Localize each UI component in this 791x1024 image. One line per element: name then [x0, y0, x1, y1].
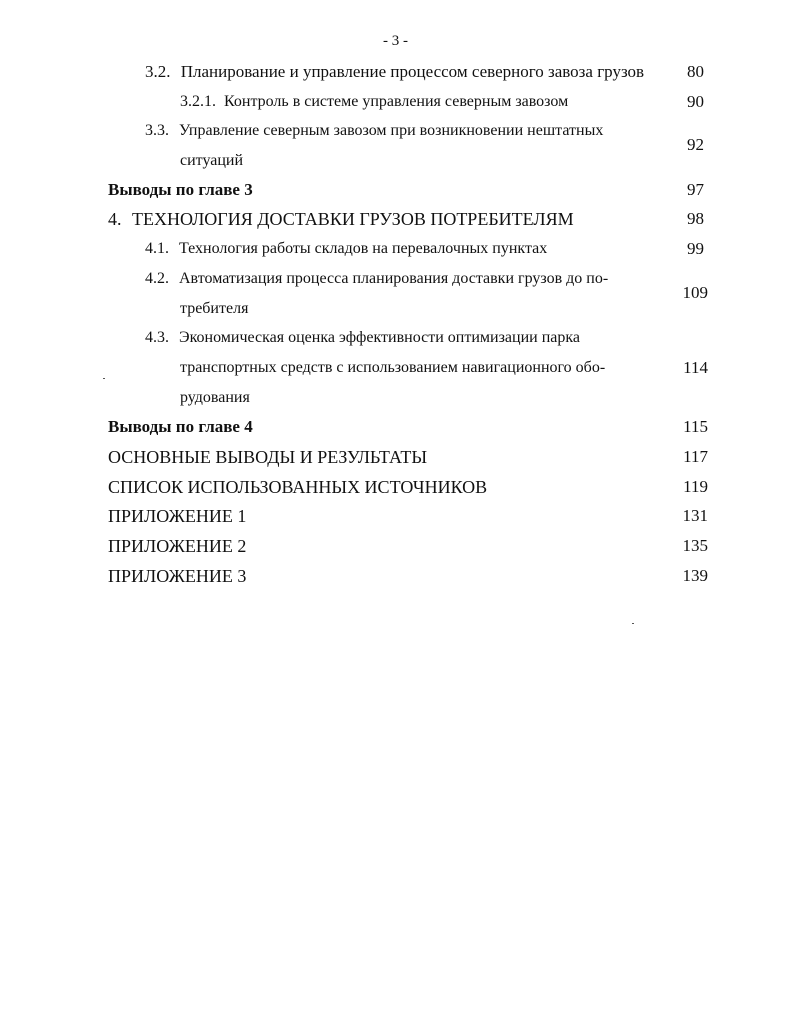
toc-entry-number: 4.1.: [145, 240, 169, 257]
toc-entry-title-line2: транспортных средств с использованием навигационного обо-: [180, 359, 606, 376]
toc-entry-number: 3.3.: [145, 122, 169, 139]
toc-entry-3-2-1: [180, 92, 568, 112]
toc-entry-number: 3.2.1.: [180, 93, 216, 110]
toc-entry-page: 99: [687, 239, 704, 258]
toc-entry-page: 114: [683, 358, 708, 377]
toc-entry-title-line3: рудования: [180, 389, 250, 406]
toc-entry-title: ТЕХНОЛОГИЯ ДОСТАВКИ ГРУЗОВ ПОТРЕБИТЕЛЯМ: [132, 209, 574, 229]
toc-entry-conclusions-4: Выводы по главе 4: [108, 417, 253, 436]
toc-entry-number: 4.3.: [145, 329, 169, 346]
toc-entry-page: 115: [683, 417, 708, 436]
toc-entry-title-line1: Экономическая оценка эффективности оптимизации парка: [179, 329, 580, 346]
page-number: - 3 -: [383, 33, 408, 49]
toc-entry-page: 98: [687, 209, 704, 228]
toc-entry-4-1: [145, 239, 547, 259]
toc-entry-page: 97: [687, 180, 704, 199]
toc-entry-page: 92: [687, 135, 704, 154]
toc-entry-page: 131: [682, 506, 708, 525]
toc-entry-number: 3.2.: [145, 62, 171, 81]
toc-entry-conclusions-3: Выводы по главе 3: [108, 180, 253, 199]
toc-entry-4-3: [145, 328, 580, 348]
toc-entry-title-line2: ситуаций: [180, 152, 244, 169]
toc-entry-appendix-3: ПРИЛОЖЕНИЕ 3: [108, 566, 247, 586]
toc-entry-4-2: [145, 269, 608, 289]
toc-entry-page: 119: [683, 477, 708, 496]
toc-entry-page: 90: [687, 92, 704, 111]
toc-entry-title: Планирование и управление процессом северного завоза грузов: [180, 62, 645, 81]
toc-entry-number: 4.2.: [145, 270, 169, 287]
toc-entry-3-2: [145, 62, 644, 82]
toc-entry-page: 117: [683, 447, 708, 466]
toc-entry-title-line1: Управление северным завозом при возникновении нештатных: [179, 122, 604, 139]
toc-entry-page: 109: [682, 283, 708, 302]
toc-entry-title: Технология работы складов на перевалочных пунктах: [179, 240, 548, 257]
toc-entry-title: Контроль в системе управления северным завозом: [224, 93, 569, 110]
toc-entry-number: 4.: [108, 209, 122, 229]
toc-entry-references: СПИСОК ИСПОЛЬЗОВАННЫХ ИСТОЧНИКОВ: [108, 477, 488, 497]
toc-entry-page: 135: [682, 536, 708, 555]
scan-speck: [632, 623, 634, 624]
toc-entry-page: 139: [682, 566, 708, 585]
toc-entry-appendix-2: ПРИЛОЖЕНИЕ 2: [108, 536, 247, 556]
scan-speck: [103, 378, 105, 379]
toc-entry-title-line1: Автоматизация процесса планирования доставки грузов до по-: [179, 270, 609, 287]
toc-entry-3-3: [145, 121, 603, 141]
toc-entry-appendix-1: ПРИЛОЖЕНИЕ 1: [108, 506, 247, 526]
toc-entry-main-conclusions: ОСНОВНЫЕ ВЫВОДЫ И РЕЗУЛЬТАТЫ: [108, 447, 428, 467]
toc-entry-chapter-4: [108, 209, 574, 229]
toc-entry-page: 80: [687, 62, 704, 81]
toc-entry-title-line2: требителя: [180, 300, 249, 317]
